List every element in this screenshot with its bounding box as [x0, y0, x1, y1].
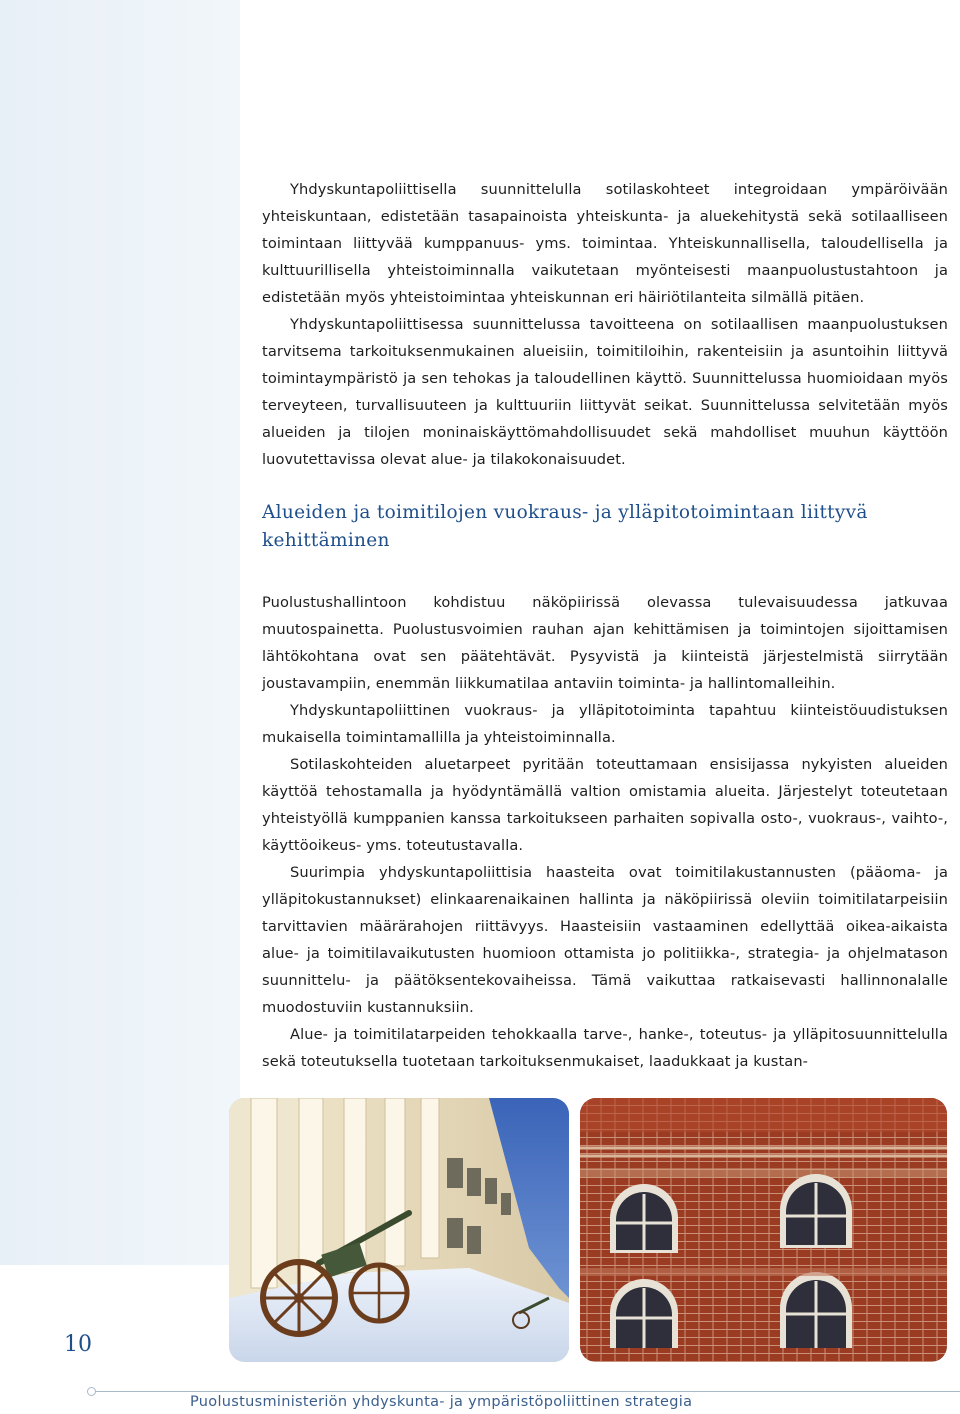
sidebar-band [0, 0, 240, 1265]
footer-title: Puolustusministeriön yhdyskunta- ja ympäristöpoliittinen strategia [190, 1394, 693, 1410]
page-number: 10 [64, 1332, 92, 1357]
photo-brick-building [580, 1098, 947, 1362]
paragraph: Sotilaskohteiden aluetarpeet pyritään toteuttamaan ensisijassa nykyisten alueiden käyttöä tehostamalla ja hyödyntämällä valtion omistamia alueita. Järjestelyt toteutetaan yhteistyöllä kumppanien kanssa tarkoitukseen parhaiten sopivalla osto-, vuokraus-, vaihto-, käyttöoikeus- yms. toteutustavalla. [262, 756, 948, 854]
main-text [262, 176, 948, 1075]
footer-rule [95, 1391, 960, 1392]
paragraph: Alue- ja toimitilatarpeiden tehokkaalla tarve-, hanke-, toteutus- ja ylläpitosuunnittelulla sekä toteutuksella tuotetaan tarkoituksenmukaiset, laadukkaat ja kustan- [262, 1026, 948, 1070]
photo-building-cannon [229, 1098, 569, 1362]
paragraph: Suurimpia yhdyskuntapoliittisia haasteita ovat toimitilakustannusten (pääoma- ja ylläpitokustannukset) elinkaarenaikainen hallinta ja näköpiirissä oleviin toimitilatarpeisiin tarvittavien määrärahojen riittävyys. Haasteisiin vastaaminen edellyttää oikea-aikaista alue- ja toimitilavaikutusten huomioon ottamista jo politiikka-, strategia- ja ohjelmatason suunnittelu- ja päätöksentekovaiheissa. Tämä vaikuttaa ratkaisevasti hallinnonalalle muodostuviin kustannuksiin. [262, 864, 948, 1016]
paragraph: Yhdyskuntapoliittisella suunnittelulla sotilaskohteet integroidaan ympäröivään yhteiskuntaan, edistetään tasapainoista yhteiskunta- ja aluekehitystä sekä sotilaalliseen toimintaan liittyvää kumppanuus- yms. toimintaa. Yhteiskunnallisella, taloudellisella ja kulttuurillisella yhteistoiminnalla vaikutetaan myönteisesti maanpuolustustahtoon ja edistetään myös yhteistoimintaa yhteiskunnan eri häiriötilanteita silmällä pitäen. [262, 181, 948, 306]
paragraph: Yhdyskuntapoliittinen vuokraus- ja ylläpitotoiminta tapahtuu kiinteistöuudistuksen mukaisella toimintamallilla ja yhteistoiminnalla. [262, 702, 948, 746]
paragraph: Puolustushallintoon kohdistuu näköpiirissä olevassa tulevaisuudessa jatkuvaa muutospainetta. Puolustusvoimien rauhan ajan kehittämisen ja toimintojen sijoittamisen lähtökohtana ovat sen päätehtävät. Pysyvistä ja kiinteistä järjestelmistä siirrytään joustavampiin, enemmän liikkumatilaa antaviin toiminta- ja hallintomalleihin. [262, 594, 948, 692]
section-heading: Alueiden ja toimitilojen vuokraus- ja ylläpitotoimintaan liittyvä kehittäminen [262, 502, 868, 551]
paragraph: Yhdyskuntapoliittisessa suunnittelussa tavoitteena on sotilaallisen maanpuolustuksen tarvitsema tarkoituksenmukainen alueisiin, toimitiloihin, rakenteisiin ja asuntoihin liittyvä toimintaympäristö ja sen tehokas ja taloudellinen käyttö. Suunnittelussa huomioidaan myös terveyteen, turvallisuuteen ja kulttuuriin liittyvät seikat. Suunnittelussa selvitetään myös alueiden ja tilojen moninaiskäyttömahdollisuudet sekä mahdolliset muuhun käyttöön luovutettavissa olevat alue- ja tilakokonaisuudet. [262, 316, 948, 468]
